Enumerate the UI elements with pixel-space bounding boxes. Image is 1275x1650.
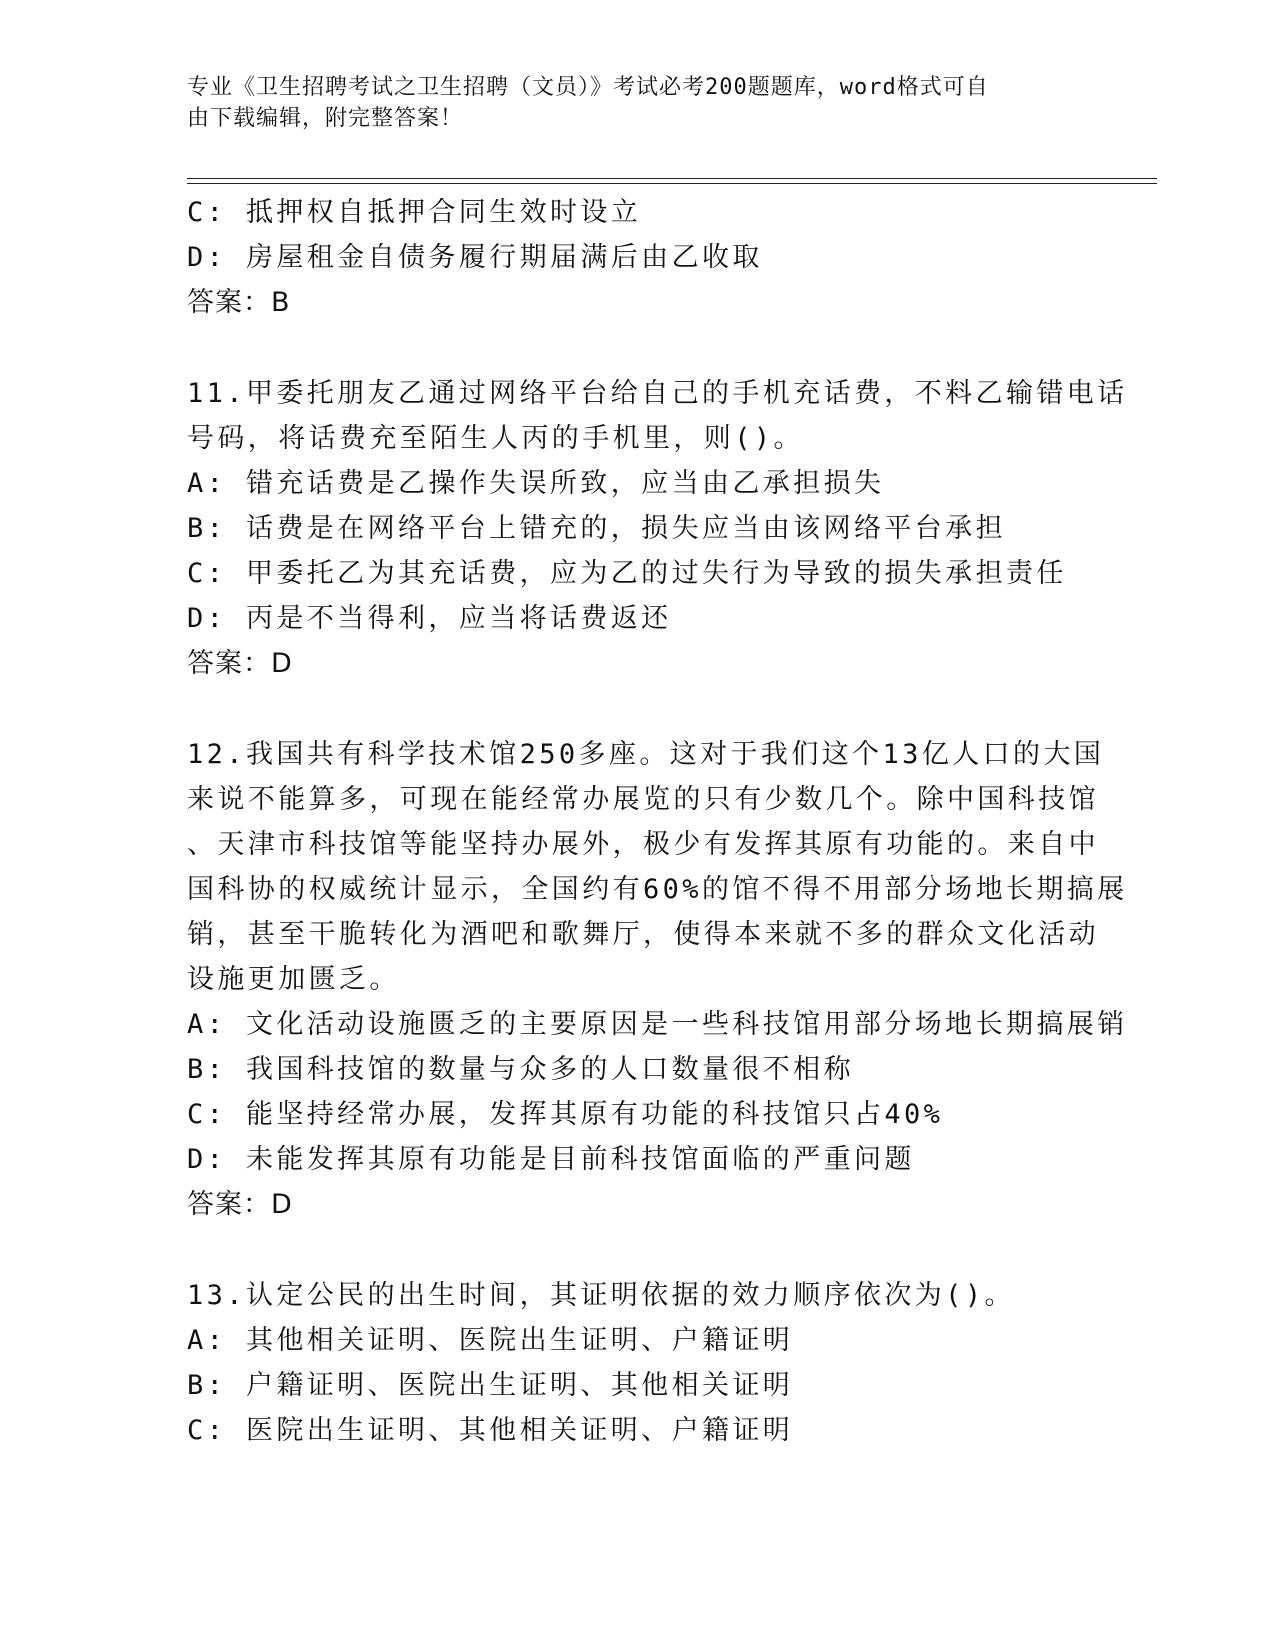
question-11 xyxy=(187,371,1128,686)
q11-option-b: B: 话费是在网络平台上错充的，损失应当由该网络平台承担 xyxy=(187,513,1006,544)
header-rule-top xyxy=(187,178,1157,179)
spacer xyxy=(187,325,1087,371)
document-header xyxy=(187,72,1087,134)
q13-option-a: A: 其他相关证明、医院出生证明、户籍证明 xyxy=(187,1325,794,1356)
q12-stem-line-5: 销，甚至干脆转化为酒吧和歌舞厅，使得本来就不多的群众文化活动 xyxy=(187,919,1099,950)
q10-option-d: D: 房屋租金自债务履行期届满后由乙收取 xyxy=(187,242,763,273)
q12-option-a: A: 文化活动设施匮乏的主要原因是一些科技馆用部分场地长期搞展销 xyxy=(187,1009,1128,1040)
q11-option-a: A: 错充话费是乙操作失误所致，应当由乙承担损失 xyxy=(187,468,885,499)
header-title-line-1: 专业《卫生招聘考试之卫生招聘（文员）》考试必考200题题库，word格式可自 xyxy=(187,75,989,100)
q12-stem-line-4: 国科协的权威统计显示，全国约有60%的馆不得不用部分场地长期搞展 xyxy=(187,874,1128,905)
q13-option-c: C: 医院出生证明、其他相关证明、户籍证明 xyxy=(187,1415,794,1446)
spacer xyxy=(187,686,1087,732)
question-content xyxy=(187,190,1128,1453)
q12-stem-line-2: 来说不能算多，可现在能经常办展览的只有少数几个。除中国科技馆 xyxy=(187,784,1099,815)
q13-stem-line-1: 13.认定公民的出生时间，其证明依据的效力顺序依次为()。 xyxy=(187,1280,1015,1311)
q12-stem-line-1: 12.我国共有科学技术馆250多座。这对于我们这个13亿人口的大国 xyxy=(187,739,1105,770)
q11-option-d: D: 丙是不当得利，应当将话费返还 xyxy=(187,603,672,634)
question-13 xyxy=(187,1273,1087,1453)
q12-stem-line-6: 设施更加匮乏。 xyxy=(187,964,400,995)
q12-option-d: D: 未能发挥其原有功能是目前科技馆面临的严重问题 xyxy=(187,1144,915,1175)
header-title-line-2: 由下载编辑，附完整答案！ xyxy=(187,106,464,131)
q11-stem-line-1: 11.甲委托朋友乙通过网络平台给自己的手机充话费，不料乙输错电话 xyxy=(187,378,1128,409)
question-10-tail xyxy=(187,190,1087,325)
q11-stem-line-2: 号码，将话费充至陌生人丙的手机里，则()。 xyxy=(187,423,804,454)
q11-answer: 答案：D xyxy=(187,648,293,679)
q11-option-c: C: 甲委托乙为其充话费，应为乙的过失行为导致的损失承担责任 xyxy=(187,558,1067,589)
q10-option-c: C: 抵押权自抵押合同生效时设立 xyxy=(187,197,642,228)
question-12 xyxy=(187,732,1128,1227)
q10-answer: 答案：B xyxy=(187,287,291,318)
q13-option-b: B: 户籍证明、医院出生证明、其他相关证明 xyxy=(187,1370,794,1401)
q12-answer: 答案：D xyxy=(187,1189,293,1220)
q12-stem-line-3: 、天津市科技馆等能坚持办展外，极少有发挥其原有功能的。来自中 xyxy=(187,829,1099,860)
q12-option-b: B: 我国科技馆的数量与众多的人口数量很不相称 xyxy=(187,1054,854,1085)
q12-option-c: C: 能坚持经常办展，发挥其原有功能的科技馆只占40% xyxy=(187,1099,944,1130)
header-rule-bottom xyxy=(187,183,1157,184)
spacer xyxy=(187,1227,1087,1273)
